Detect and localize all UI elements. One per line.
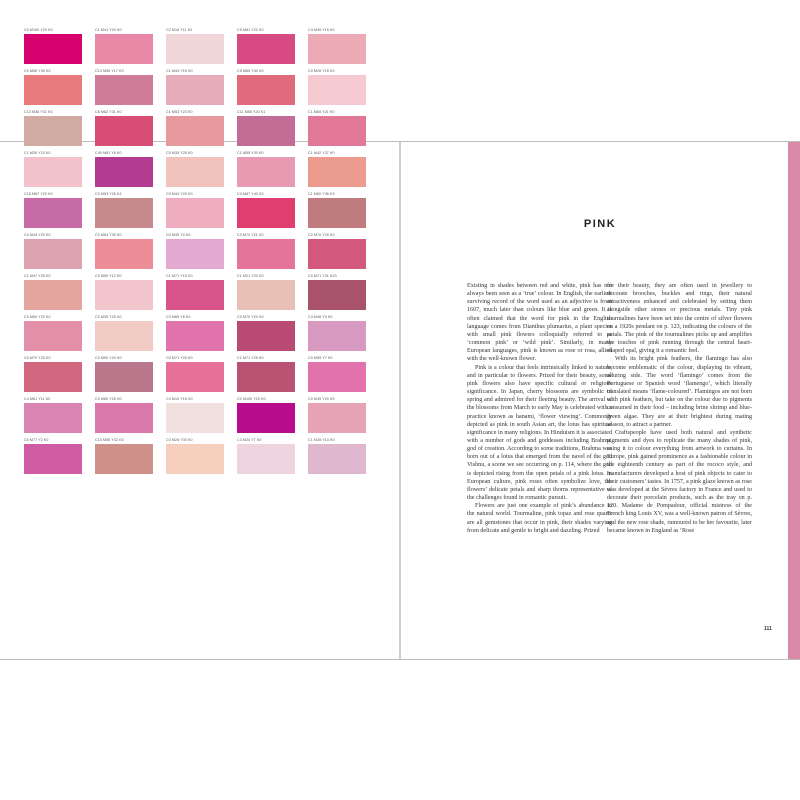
swatch-color-chip	[24, 116, 82, 146]
body-paragraph: for their beauty, they are often used in jewellery to decorate brooches, buckles and rings, their natural attractiveness enhanced and celebrated by setting them alongside other stones or precious metals. Tiny pink tourmalines have been set into the centre of silver flowers on a 1920s pendant on p. 123, indicating the colours of the petals. The pink of the tourmalines picks up and amplifies the touches of pink running through the central heart-shaped opal, giving it a romantic feel.	[607, 283, 752, 355]
book-gutter	[399, 142, 401, 659]
swatch	[95, 110, 166, 151]
swatch-code-label: C13 M36 Y31 K0	[24, 110, 53, 114]
body-paragraph: With its bright pink feathers, the flamingo has also become emblematic of the colour, displaying its vibrant, alluring side. The word ‘flamingo’ comes from the Portuguese or Spanish word ‘flamengo’, which literally translated means ‘flame-coloured’. Flamingos are not born with pink feathers, but take on the colour due to pigments consumed in their food – including brine shrimp and blue-green algae. They are at their brightest during mating season, to attract a partner.	[607, 356, 752, 428]
swatch-color-chip	[95, 198, 153, 228]
swatch	[237, 69, 308, 110]
swatch-color-chip	[166, 280, 224, 310]
swatch-code-label: C0 M26 Y30 K0	[166, 438, 193, 442]
swatch-code-label: C0 M72 Y21 K0	[237, 233, 264, 237]
swatch	[24, 233, 95, 274]
swatch	[166, 274, 237, 315]
swatch-color-chip	[308, 362, 366, 392]
swatch-color-chip	[95, 403, 153, 433]
swatch-color-chip	[95, 75, 153, 105]
swatch	[95, 274, 166, 315]
swatch	[237, 397, 308, 438]
swatch-color-chip	[166, 157, 224, 187]
swatch-code-label: C1 M21 Y20 K0	[237, 274, 264, 278]
swatch-code-label: C0 M70 Y20 K0	[237, 315, 264, 319]
swatch-color-chip	[24, 444, 82, 474]
swatch-color-chip	[237, 116, 295, 146]
swatch	[308, 110, 379, 151]
swatch-code-label: C15 M67 Y20 K0	[24, 192, 53, 196]
swatch-code-label: C0 M35 Y25 K0	[95, 315, 122, 319]
swatch-code-label: C0 M77 Y2 K0	[24, 438, 49, 442]
swatch-color-chip	[95, 280, 153, 310]
swatch	[308, 69, 379, 110]
swatch	[24, 28, 95, 69]
swatch-code-label: C0 M70 Y29 K0	[308, 233, 335, 237]
swatch	[24, 438, 95, 479]
swatch-code-label: C0 M45 Y0 K0	[166, 233, 191, 237]
swatch-code-label: C0 M50 Y20 K0	[95, 356, 122, 360]
swatch	[24, 151, 95, 192]
swatch-code-label: C1 M42 Y37 K0	[308, 151, 335, 155]
swatch-code-label: C0 M87 Y40 K0	[237, 192, 264, 196]
swatch-code-label: C1 M41 Y20 K0	[95, 28, 122, 32]
swatch-code-label: C0 M35 Y25 K0	[166, 151, 193, 155]
swatch-code-label: C4 M61 Y11 K0	[24, 397, 51, 401]
swatch-code-label: C2 M18 Y11 K0	[166, 28, 193, 32]
swatch-code-label: C0 M71 Y31 K20	[308, 274, 337, 278]
text-column-right	[607, 282, 752, 535]
swatch-code-label: C13 M55 Y17 K0	[95, 69, 124, 73]
swatch-code-label: C0 M44 Y20 K0	[24, 233, 51, 237]
swatch-code-label: C15 M55 Y32 K5	[95, 438, 124, 442]
swatch-color-chip	[308, 444, 366, 474]
swatch-code-label: C1 M44 Y19 K0	[166, 69, 193, 73]
swatch	[24, 192, 95, 233]
swatch-code-label: C4 M10 Y15 K0	[166, 397, 193, 401]
swatch-code-label: C1 M65 Y21 K0	[308, 110, 335, 114]
swatch	[95, 69, 166, 110]
page-edge-color-tab	[788, 142, 800, 659]
swatch-color-chip	[237, 362, 295, 392]
swatch-code-label: C1 M55 Y30 K0	[237, 151, 264, 155]
swatch-code-label: C5 M65 Y40 K0	[237, 69, 264, 73]
swatch	[95, 151, 166, 192]
swatch	[237, 28, 308, 69]
swatch-color-chip	[308, 280, 366, 310]
swatch	[24, 274, 95, 315]
swatch-color-chip	[166, 321, 224, 351]
swatch	[24, 356, 95, 397]
swatch-code-label: C0 M26 Y15 K0	[308, 69, 335, 73]
swatch-color-chip	[237, 34, 295, 64]
swatch	[308, 151, 379, 192]
swatch-color-chip	[308, 403, 366, 433]
body-paragraph: Flowers are just one example of pink’s abundance in the natural world. Tourmaline, pink topaz and rose quartz are all gemstones that occur in pink, their shades varying from delicate and gentle to bright and dazzling. Prized	[467, 503, 612, 534]
swatch	[166, 69, 237, 110]
swatch-color-chip	[237, 321, 295, 351]
swatch-color-chip	[24, 198, 82, 228]
swatch-code-label: C1 M60 Y36 K3	[308, 192, 335, 196]
swatch-code-label: C1 M30 Y15 K0	[24, 151, 51, 155]
swatch-color-chip	[237, 403, 295, 433]
swatch	[95, 356, 166, 397]
swatch-code-label: C5 M81 Y22 K0	[237, 28, 264, 32]
swatch	[166, 192, 237, 233]
swatch-color-chip	[24, 403, 82, 433]
swatch	[166, 438, 237, 479]
swatch-color-chip	[24, 321, 82, 351]
swatch	[95, 315, 166, 356]
page-number: 111	[764, 626, 772, 632]
swatch	[166, 151, 237, 192]
swatch-code-label: C0 M53 Y26 K3	[95, 192, 122, 196]
swatch-color-chip	[237, 198, 295, 228]
swatch	[237, 356, 308, 397]
swatch-code-label: C4 M45 Y15 K0	[308, 28, 335, 32]
swatch	[308, 356, 379, 397]
swatch-code-label: C0 M60 Y25 K0	[95, 397, 122, 401]
swatch-color-chip	[166, 116, 224, 146]
swatch-color-chip	[166, 34, 224, 64]
swatch-code-label: C1 M35 Y13 K0	[308, 438, 335, 442]
swatch	[24, 397, 95, 438]
swatch-color-chip	[166, 403, 224, 433]
swatch	[24, 110, 95, 151]
swatch-color-chip	[308, 34, 366, 64]
swatch-color-chip	[237, 280, 295, 310]
swatch-color-chip	[95, 116, 153, 146]
swatch	[95, 192, 166, 233]
swatch	[308, 397, 379, 438]
swatch	[308, 28, 379, 69]
swatch	[308, 192, 379, 233]
swatch	[237, 438, 308, 479]
text-column-left	[467, 282, 612, 535]
body-paragraph: Pink is a colour that feels intrinsically linked to nature, and in particular to flowers. Prized for their beauty, some pink flowers also have specific cultural or religious significance. In Japan, cherry blossoms are symbolic of spring and admired for their fleeting beauty. The arrival of the blossoms from March to early May is celebrated with a practice known as hanami, ‘flower viewing’. Commonly depicted as pink in south Asian art, the lotus has spiritual significance in many religions. In Hinduism it is associated with a number of gods and goddesses including Brahma, god of creation. According to some traditions, Brahma was born out of a lotus that emerged from the navel of the god Vishnu, a scene we see occurring on p. 114, where the god is depicted rising from the open petals of a pink lotus. In European culture, pink roses often symbolize love, the flowers’ delicate petals and sharp thorns representative of the challenges found in romantic pursuit.	[467, 364, 612, 502]
swatch-color-chip	[166, 198, 224, 228]
swatch-color-chip	[308, 157, 366, 187]
swatch	[166, 397, 237, 438]
body-paragraph: Craftspeople have used both natural and synthetic pigments and dyes to replicate the many shades of pink, using it to colour everything from artwork to curtains. In Europe, pink gained prominence as a fashionable colour in the eighteenth century as part of the rococo style, and manufacturers developed a host of pink objects to cater to their customers’ tastes. In 1757, a pink glaze known as rose was developed at the Sèvres factory in France and used to decorate their porcelain products, such as the tray on p. 120. Madame de Pompadour, official mistress of the French king Louis XV, was a well-known patron of Sèvres, and the new rose shade, rumoured to be her favourite, later became known in England as ‘Rose	[607, 429, 752, 534]
swatch-code-label: C1 M53 Y23 K0	[166, 110, 193, 114]
swatch	[308, 315, 379, 356]
swatch-color-chip	[237, 239, 295, 269]
swatch-color-chip	[308, 321, 366, 351]
swatch-color-chip	[24, 34, 82, 64]
swatch-code-label: C3 M24 Y7 K0	[237, 438, 262, 442]
swatch-color-chip	[237, 444, 295, 474]
swatch-color-chip	[95, 362, 153, 392]
swatch	[24, 315, 95, 356]
swatch-code-label: C6 M82 Y31 K0	[95, 110, 122, 114]
swatch-code-label: C40 M81 Y8 K0	[95, 151, 122, 155]
swatch	[95, 397, 166, 438]
swatch	[166, 28, 237, 69]
swatch-color-chip	[237, 75, 295, 105]
swatch-color-chip	[24, 280, 82, 310]
swatch-code-label: C0 M56 Y40 K0	[24, 69, 51, 73]
swatch	[308, 438, 379, 479]
swatch-code-label: C0 M70 Y25 K0	[24, 356, 51, 360]
body-paragraph: Existing in shades between red and white, pink has not always been seen as a ‘true’ colour. In English, the earliest surviving record of the word used as an adjective is from 1607, much later than colours like blue and green. It is often claimed that the word for pink in the English language comes from Dianthus plumarius, a plant species with small pink flowers colloquially referred to as ‘common pink’ or ‘wild pink’. Similarly, in many European languages, pink is known as rose or rosa, allied with the well-known flower.	[467, 283, 612, 363]
swatch-code-label: C1 M71 Y25 K0	[237, 356, 264, 360]
swatch-color-chip	[166, 362, 224, 392]
swatch-color-chip	[95, 239, 153, 269]
swatch	[95, 438, 166, 479]
page-title: PINK	[583, 218, 617, 230]
swatch	[166, 233, 237, 274]
swatch	[308, 233, 379, 274]
swatch-color-chip	[308, 239, 366, 269]
swatch-color-chip	[95, 444, 153, 474]
swatch-code-label: C11 M55 Y20 K1	[237, 110, 266, 114]
swatch-color-chip	[24, 362, 82, 392]
swatch-code-label: C0 M44 Y20 K0	[166, 192, 193, 196]
swatch-color-chip	[95, 321, 153, 351]
swatch	[95, 28, 166, 69]
swatch-color-chip	[95, 157, 153, 187]
swatch	[237, 233, 308, 274]
swatch-color-chip	[308, 116, 366, 146]
swatch-code-label: C4 M48 Y0 K0	[308, 315, 333, 319]
swatch	[237, 315, 308, 356]
swatch-code-label: C1 M47 Y25 K0	[24, 274, 51, 278]
swatch-code-label: C0 M54 Y35 K0	[95, 233, 122, 237]
swatch-code-label: C0 M50 Y12 K0	[95, 274, 122, 278]
swatch	[308, 274, 379, 315]
swatch-code-label: C0 M45 Y20 K5	[308, 397, 335, 401]
swatch-code-label: C0 M60 Y20 K0	[24, 315, 51, 319]
swatch-color-chip	[24, 75, 82, 105]
swatch	[166, 356, 237, 397]
swatch-color-chip	[166, 239, 224, 269]
swatch	[237, 110, 308, 151]
swatch-color-chip	[24, 239, 82, 269]
swatch-color-chip	[95, 34, 153, 64]
swatch-grid	[24, 28, 379, 479]
swatch-color-chip	[166, 75, 224, 105]
swatch-code-label: C0 M100 Y20 K0	[237, 397, 266, 401]
swatch-color-chip	[308, 75, 366, 105]
swatch-code-label: C0 M71 Y25 K0	[166, 356, 193, 360]
swatch	[166, 315, 237, 356]
swatch-color-chip	[24, 157, 82, 187]
swatch-color-chip	[237, 157, 295, 187]
swatch-color-chip	[308, 198, 366, 228]
swatch-code-label: C0 M100 Y20 K0	[24, 28, 53, 32]
swatch-code-label: C1 M71 Y15 K0	[166, 274, 193, 278]
swatch	[95, 233, 166, 274]
swatch	[237, 274, 308, 315]
swatch	[166, 110, 237, 151]
swatch	[24, 69, 95, 110]
swatch-color-chip	[166, 444, 224, 474]
swatch	[237, 192, 308, 233]
swatch-code-label: C0 M65 Y6 K0	[166, 315, 191, 319]
swatch-code-label: C0 M55 Y7 K0	[308, 356, 333, 360]
swatch	[237, 151, 308, 192]
